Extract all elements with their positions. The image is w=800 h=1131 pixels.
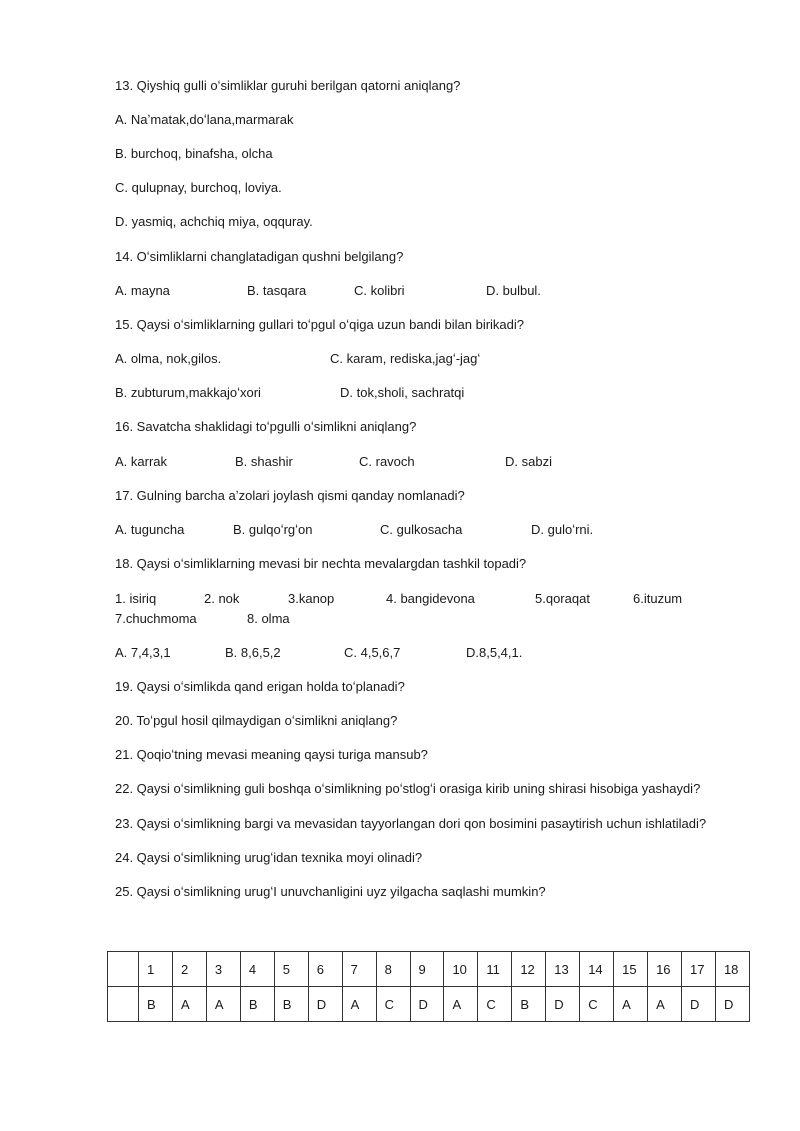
answer-cell: C [478,987,512,1022]
q18-item: 2. nok [204,591,240,606]
q14-option-d: D. bulbul. [486,283,541,298]
q13-option-b: B. burchoq, binafsha, olcha [115,146,273,161]
q14-option-c: C. kolibri [354,283,405,298]
question-number-cell: 10 [444,952,478,987]
q18-item: 1. isiriq [115,591,157,606]
q18-option-c: C. 4,5,6,7 [344,645,401,660]
q18-item: 5.qoraqat [535,591,590,606]
question-number-cell: 12 [512,952,546,987]
answer-cell: D [682,987,716,1022]
question-18: 18. Qaysi oʻsimliklarning mevasi bir nechta mevalargdan tashkil topadi? [115,556,527,571]
q15-option-b: B. zubturum,makkajoʻxori [115,385,261,400]
answer-cell: B [240,987,274,1022]
answer-cell: A [342,987,376,1022]
question-19: 19. Qaysi oʻsimlikda qand erigan holda toʻplanadi? [115,679,405,694]
q18-item: 3.kanop [288,591,335,606]
question-14: 14. Oʻsimliklarni changlatadigan qushni belgilang? [115,249,404,264]
q15-option-c: C. karam, rediska,jagʻ-jagʻ [330,351,481,366]
question-number-cell: 5 [274,952,308,987]
question-number-cell: 4 [240,952,274,987]
q15-option-a: A. olma, nok,gilos. [115,351,222,366]
question-number-cell: 7 [342,952,376,987]
q14-option-b: B. tasqara [247,283,307,298]
q18-option-b: B. 8,6,5,2 [225,645,281,660]
answer-cell: A [444,987,478,1022]
question-22: 22. Qaysi oʻsimlikning guli boshqa oʻsimlikning poʻstlogʻi orasiga kirib uning shirasi hisobiga yashaydi? [115,781,701,796]
question-23: 23. Qaysi oʻsimlikning bargi va mevasidan tayyorlangan dori qon bosimini pasaytirish uchun ishlatiladi? [115,816,707,831]
question-24: 24. Qaysi oʻsimlikning urugʻidan texnika moyi olinadi? [115,850,423,865]
question-number-cell: 8 [376,952,410,987]
answer-cell: A [172,987,206,1022]
question-number-cell: 17 [682,952,716,987]
question-number-cell: 13 [546,952,580,987]
answer-cell: A [206,987,240,1022]
q17-option-a: A. tuguncha [115,522,185,537]
q16-option-d: D. sabzi [505,454,552,469]
answer-cell: A [614,987,648,1022]
answer-cell: D [308,987,342,1022]
answer-cell: C [376,987,410,1022]
q17-option-d: D. guloʻrni. [531,522,594,537]
answer-cell: B [512,987,546,1022]
table-cell-empty [108,952,139,987]
question-25: 25. Qaysi oʻsimlikning urugʻI unuvchanligini uyz yilgacha saqlashi mumkin? [115,884,546,899]
question-number-cell: 1 [139,952,173,987]
q18-item: 7.chuchmoma [115,611,197,626]
q16-option-c: C. ravoch [359,454,415,469]
question-number-cell: 15 [614,952,648,987]
q18-item: 8. olma [247,611,290,626]
q16-option-a: A. karrak [115,454,168,469]
question-number-cell: 16 [648,952,682,987]
answer-cell: C [580,987,614,1022]
table-cell-empty [108,987,139,1022]
question-17: 17. Gulning barcha aʼzolari joylash qismi qanday nomlanadi? [115,488,465,503]
answer-cell: D [546,987,580,1022]
answer-cell: B [274,987,308,1022]
question-number-cell: 18 [715,952,749,987]
question-16: 16. Savatcha shaklidagi toʻpgulli oʻsimlikni aniqlang? [115,419,417,434]
answer-cell: D [410,987,444,1022]
answer-table-number-row [108,952,750,987]
question-13: 13. Qiyshiq gulli oʻsimliklar guruhi berilgan qatorni aniqlang? [115,78,461,93]
q18-option-a: A. 7,4,3,1 [115,645,171,660]
q13-option-d: D. yasmiq, achchiq miya, oqquray. [115,214,313,229]
q13-option-a: A. Naʼmatak,doʻlana,marmarak [115,112,294,127]
q16-option-b: B. shashir [235,454,293,469]
answer-table-answer-row [108,987,750,1022]
question-number-cell: 9 [410,952,444,987]
question-number-cell: 11 [478,952,512,987]
q18-item: 6.ituzum [633,591,683,606]
question-number-cell: 14 [580,952,614,987]
question-number-cell: 2 [172,952,206,987]
question-20: 20. Toʻpgul hosil qilmaydigan oʻsimlikni aniqlang? [115,713,398,728]
q17-option-b: B. gulqoʻrgʻon [233,522,313,537]
q18-option-d: D.8,5,4,1. [466,645,523,660]
answer-key-table [107,951,750,1022]
question-15: 15. Qaysi oʻsimliklarning gullari toʻpgul oʻqiga uzun bandi bilan birikadi? [115,317,525,332]
question-number-cell: 3 [206,952,240,987]
q17-option-c: C. gulkosacha [380,522,463,537]
q18-item: 4. bangidevona [386,591,475,606]
question-number-cell: 6 [308,952,342,987]
q13-option-c: C. qulupnay, burchoq, loviya. [115,180,282,195]
q15-option-d: D. tok,sholi, sachratqi [340,385,465,400]
answer-cell: B [139,987,173,1022]
question-21: 21. Qoqioʻtning mevasi meaning qaysi turiga mansub? [115,747,428,762]
q14-option-a: A. mayna [115,283,170,298]
answer-cell: D [715,987,749,1022]
answer-cell: A [648,987,682,1022]
